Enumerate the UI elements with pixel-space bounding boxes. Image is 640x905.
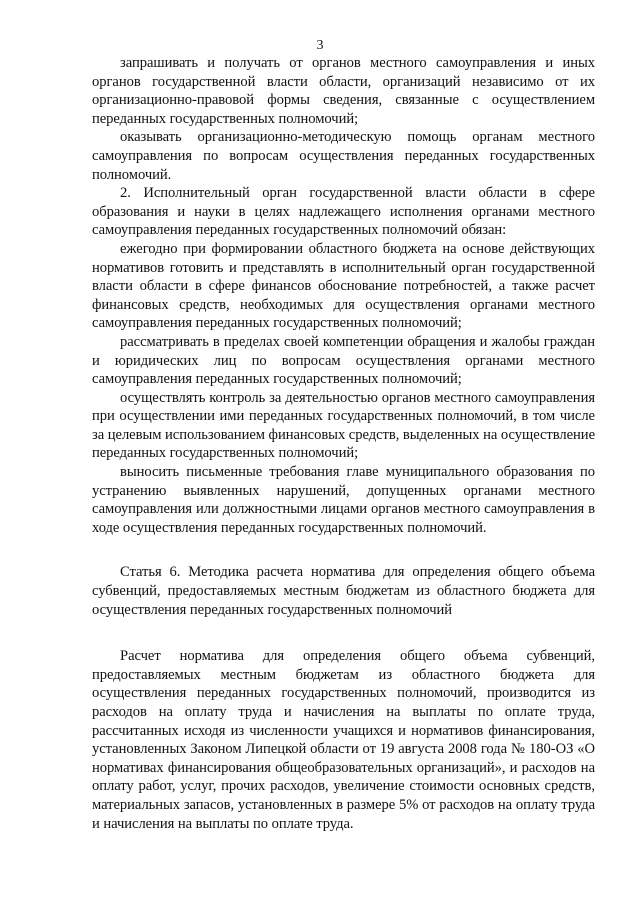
page-number: 3 [316,38,324,53]
paragraph-control: осуществлять контроль за деятельностью органов местного самоуправления при осуществлении ими переданных государственных полномочий, в том числе за целевым использованием финансовых средств, выделенных на осуществление переданных государственных полномочий; [92,389,595,462]
paragraph-written-demands: выносить письменные требования главе муниципального образования по устранению выявленных нарушений, допущенных органами местного самоуправления или должностными лицами органов местного самоуправления в ходе осуществления переданных государственных полномочий. [92,464,595,536]
section-gap [92,619,595,647]
paragraph-executive-body-duties: 2. Исполнительный орган государственной власти области в сфере образования и науки в целях надлежащего исполнения органами местного самоуправления переданных государственных полномочий обязан: [92,185,595,239]
paragraph-complaints: рассматривать в пределах своей компетенции обращения и жалобы граждан и юридических лиц по вопросам осуществления органами местного самоуправления переданных государственных полномочий; [92,333,595,388]
document-body [92,54,595,833]
paragraph-calculation-method: Расчет норматива для определения общего объема субвенций, предоставляемых местным бюджетам из областного бюджета для осуществления переданных государственных полномочий, производится из расходов на оплату труда и начисления на выплаты по оплате труда, рассчитанных исходя из численности учащихся и нормативов финансирования, установленных Законом Липецкой области от 19 августа 2008 года № 180-ОЗ «О нормативах финансирования общеобразовательных организаций», и расходов на оплату работ, услуг, прочих расходов, увеличение стоимости основных средств, материальных запасов, установленных в размере 5% от расходов на оплату труда и начисления на выплаты по оплате труда. [92,648,595,832]
paragraph-request-information: запрашивать и получать от органов местного самоуправления и иных органов государственной власти области, организаций независимо от их организационно-правовой формы сведения, связанные с осуществлением переданных государственных полномочий; [92,55,595,127]
paragraph-annual-budget: ежегодно при формировании областного бюджета на основе действующих нормативов готовить и представлять в исполнительный орган государственной власти области в сфере финансов обоснование потребностей, а также расчет финансовых средств, необходимых для осуществления органами местного самоуправления переданных государственных полномочий; [92,240,595,332]
article-6-heading: Статья 6. Методика расчета норматива для определения общего объема субвенций, предоставляемых местным бюджетам из областного бюджета для осуществления переданных государственных полномочий [92,564,595,618]
paragraph-methodical-help: оказывать организационно-методическую помощь органам местного самоуправления по вопросам осуществления переданных государственных полномочий. [92,129,595,183]
